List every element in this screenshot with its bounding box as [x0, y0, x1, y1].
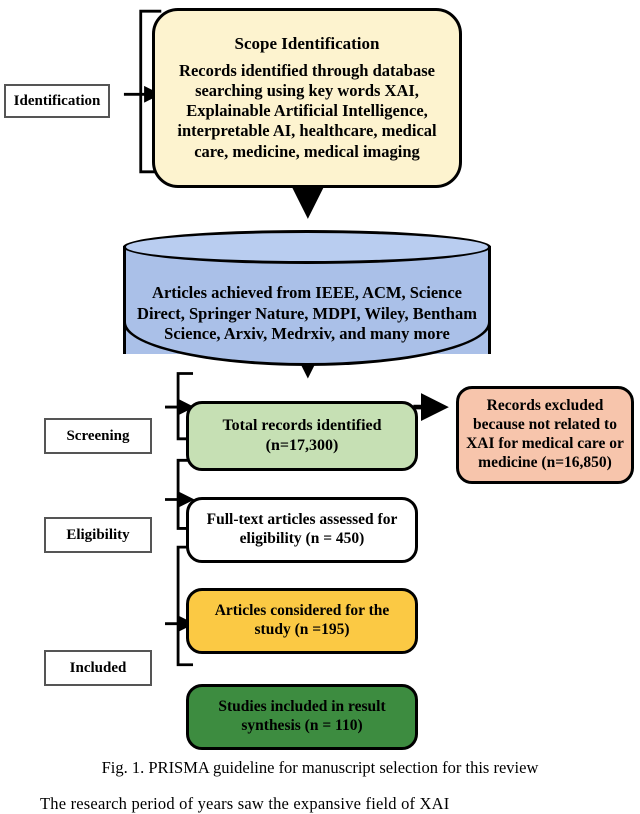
- stage-label-included: Included: [44, 650, 152, 686]
- node-fulltext-assessed: Full-text articles assessed for eligibility (n = 450): [186, 497, 418, 563]
- scope-title: Scope Identification: [234, 34, 380, 54]
- node-scope-identification: [152, 8, 462, 188]
- node-articles-considered: Articles considered for the study (n =195): [186, 588, 418, 654]
- node-database-cylinder: [123, 230, 491, 370]
- database-text: Articles achieved from IEEE, ACM, Science Direct, Springer Nature, MDPI, Wiley, Bentham Science, Arxiv, Medrxiv, and many more: [137, 283, 477, 344]
- node-records-excluded: Records excluded because not related to XAI for medical care or medicine (n=16,850): [456, 386, 634, 484]
- body-paragraph: The research period of years saw the expansive field of XAI: [40, 794, 450, 813]
- stage-label-identification: Identification: [4, 84, 110, 118]
- stage-label-screening: Screening: [44, 418, 152, 454]
- node-studies-included: Studies included in result synthesis (n = 110): [186, 684, 418, 750]
- total-records-line1: Total records identified: [222, 417, 382, 435]
- cylinder-top: [123, 230, 491, 264]
- node-total-records: [186, 401, 418, 471]
- scope-body: Records identified through database searching using key words XAI, Explainable Artificial Intelligence, interpretable AI, healthcare, medical care, medicine, medical imaging: [177, 61, 437, 161]
- figure-caption: Fig. 1. PRISMA guideline for manuscript selection for this review: [101, 758, 539, 777]
- total-records-line2: (n=17,300): [265, 437, 339, 454]
- stage-label-eligibility: Eligibility: [44, 517, 152, 553]
